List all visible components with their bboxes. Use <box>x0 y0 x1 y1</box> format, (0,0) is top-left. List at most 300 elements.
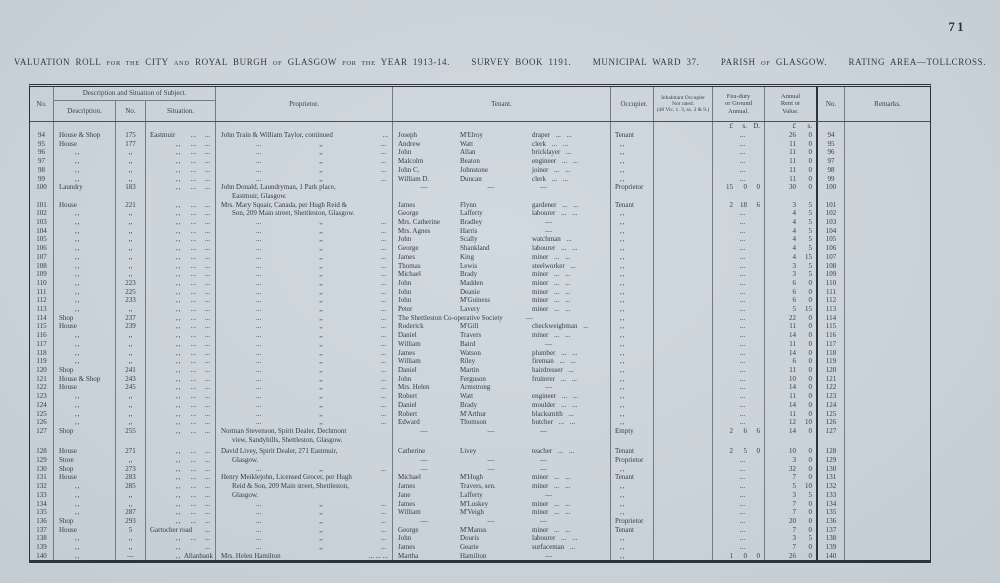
situation-text: Eastmuir <box>150 131 176 139</box>
cell-feu-duty <box>713 473 765 482</box>
ditto-mark: ,, <box>176 365 182 374</box>
tenant-surname: — <box>487 516 495 525</box>
cell-annual-rent <box>765 201 818 210</box>
cell-occupier <box>611 296 654 305</box>
cell-subject-no <box>116 340 146 349</box>
leader-dots: ... <box>739 374 746 383</box>
ditto-mark: ,, <box>75 174 81 183</box>
cell-entry-no: 95 <box>30 140 54 149</box>
cell-situation <box>146 175 216 184</box>
cell-proprietor <box>216 201 393 210</box>
ditto-mark: ,, <box>620 482 626 491</box>
cell-entry-no-right: 135 <box>818 508 845 517</box>
cell-subject-no: 177 <box>116 140 146 149</box>
leader-dots: ... <box>380 400 386 409</box>
rent-pounds: 7 <box>792 543 796 552</box>
cell-description <box>54 270 116 279</box>
ditto-mark: ,, <box>176 357 182 366</box>
cell-subject-no: — <box>116 552 146 560</box>
cell-entry-no: 103 <box>30 218 54 227</box>
cell-inhabitant <box>654 235 713 244</box>
tenant-occupation: hairdresser ... <box>532 365 574 374</box>
cell-entry-no: 134 <box>30 500 54 509</box>
ditto-mark: ,, <box>176 418 182 427</box>
cell-situation <box>146 157 216 166</box>
tenant-first-name: William <box>398 508 421 517</box>
cell-situation <box>146 500 216 509</box>
tenant-first-name: Mrs. Catherine <box>398 218 440 227</box>
ditto-mark: ,, <box>620 464 626 473</box>
cell-inhabitant <box>654 296 713 305</box>
tenant-first-name: George <box>398 209 419 218</box>
ditto-mark: ,, <box>620 534 626 543</box>
cell-entry-no: 106 <box>30 244 54 253</box>
tenant-surname: Hamilton <box>460 551 487 560</box>
title-segment: SURVEY BOOK 1191. <box>471 57 572 67</box>
cell-inhabitant <box>654 244 713 253</box>
cell-annual-rent <box>765 543 818 552</box>
cell-feu-duty <box>713 201 765 210</box>
cell-feu-duty <box>713 401 765 410</box>
cell-annual-rent <box>765 166 818 175</box>
leader-dots: ... <box>739 209 746 218</box>
cell-inhabitant <box>654 218 713 227</box>
cell-occupier <box>611 305 654 314</box>
tenant-name: The Shettleston Co-operative Society <box>398 313 503 322</box>
cell-feu-duty <box>713 482 765 491</box>
cell-annual-rent <box>765 253 818 262</box>
rent-shillings: 5 <box>808 261 812 270</box>
table-row <box>30 349 930 358</box>
cell-remarks <box>845 262 930 271</box>
situation-extra: Allanbank <box>183 551 213 560</box>
table-row <box>30 270 930 279</box>
tenant-surname: Ferguson <box>460 374 486 383</box>
ditto-mark: ,, <box>176 490 182 499</box>
cell-subject-no: 223 <box>116 279 146 288</box>
cell-proprietor <box>216 270 393 279</box>
header-annual-rent: Annual Rent or Value. <box>765 87 818 121</box>
leader-dots: ... ... <box>190 339 210 348</box>
table-row <box>30 209 930 218</box>
table-row <box>30 357 930 366</box>
leader-dots: ... <box>739 322 746 331</box>
rent-shillings: 0 <box>808 551 812 560</box>
cell-proprietor <box>216 526 393 535</box>
cell-inhabitant <box>654 491 713 500</box>
cell-inhabitant <box>654 427 713 444</box>
rent-pounds: 3 <box>792 490 796 499</box>
cell-entry-no-right: 133 <box>818 491 845 500</box>
cell-entry-no-right: 120 <box>818 366 845 375</box>
ditto-mark: ,, <box>620 218 626 227</box>
tenant-first-name: Roderick <box>398 322 424 331</box>
cell-subject-no <box>116 500 146 509</box>
rent-shillings: 0 <box>808 473 812 482</box>
cell-situation <box>146 482 216 491</box>
ditto-mark: ,, <box>319 322 323 331</box>
leader-dots: ... <box>739 261 746 270</box>
tenant-occupation: gardener ... ... <box>532 200 579 209</box>
ditto-mark: ,, <box>176 409 182 418</box>
cell-subject-no: 255 <box>116 427 146 444</box>
ditto-mark: ,, <box>319 365 323 374</box>
tenant-occupation: — <box>545 226 552 235</box>
ditto-mark: ,, <box>620 392 626 401</box>
ditto-mark: ,, <box>620 374 626 383</box>
cell-inhabitant <box>654 279 713 288</box>
cell-proprietor <box>216 227 393 236</box>
ditto-mark: ,, <box>319 270 323 279</box>
rent-pounds: 4 <box>792 244 796 253</box>
cell-subject-no <box>116 392 146 401</box>
tenant-occupation: — <box>545 490 552 499</box>
ditto-mark: ,, <box>128 218 133 227</box>
ditto-mark: ,, <box>176 516 182 525</box>
leader-dots: ... ... <box>190 365 210 374</box>
cell-subject-no <box>116 331 146 340</box>
tenant-occupation: draper ... ... <box>532 131 572 139</box>
leader-dots: ... <box>380 534 386 543</box>
cell-inhabitant <box>654 201 713 210</box>
cell-subject-no: 271 <box>116 444 146 456</box>
tenant-first-name: — <box>420 516 428 525</box>
ditto-mark: ,, <box>620 305 626 314</box>
rent-pounds: 10 <box>789 447 796 456</box>
tenant-first-name: Joseph <box>398 131 418 139</box>
cell-tenant <box>393 534 611 543</box>
ditto-mark: ,, <box>319 157 323 166</box>
feu-pounds: 2 <box>729 447 733 456</box>
cell-entry-no-right: 104 <box>818 227 845 236</box>
cell-annual-rent <box>765 279 818 288</box>
cell-entry-no-right: 99 <box>818 175 845 184</box>
ditto-mark: ,, <box>620 400 626 409</box>
table-header <box>30 87 930 122</box>
title-segment: FOR THE <box>106 60 140 67</box>
cell-description: Shop <box>54 366 116 375</box>
cell-annual-rent <box>765 148 818 157</box>
leader-dots: ... <box>380 235 386 244</box>
cell-annual-rent <box>765 456 818 465</box>
cell-inhabitant <box>654 444 713 456</box>
tenant-first-name: James <box>398 252 416 261</box>
cell-entry-no-right: 101 <box>818 201 845 210</box>
cell-tenant <box>393 166 611 175</box>
cell-proprietor <box>216 183 393 200</box>
tenant-surname: Watt <box>460 139 474 148</box>
cell-situation <box>146 375 216 384</box>
cell-subject-no: 241 <box>116 366 146 375</box>
cell-description <box>54 508 116 517</box>
table-row <box>30 340 930 349</box>
ditto-mark: ,, <box>128 348 133 357</box>
tenant-first-name: James <box>398 348 416 357</box>
cell-rent-currency <box>765 122 818 131</box>
leader-dots: ... <box>380 313 386 322</box>
leader-dots: ... <box>739 482 746 491</box>
rent-shillings: 10 <box>805 418 812 427</box>
cell-occupier <box>611 148 654 157</box>
rent-shillings: 5 <box>808 226 812 235</box>
title-segment: MUNICIPAL WARD 37. <box>592 57 700 67</box>
leader-dots: ... <box>256 508 262 517</box>
leader-dots: ... ... <box>190 490 210 499</box>
cell-feu-duty <box>713 218 765 227</box>
cell-entry-no: 121 <box>30 375 54 384</box>
title-segment: FOR THE <box>342 60 376 67</box>
tenant-occupation: — <box>540 426 547 435</box>
leader-dots: ... ... <box>190 456 210 465</box>
cell-annual-rent <box>765 157 818 166</box>
cell-entry-no: 107 <box>30 253 54 262</box>
cell-remarks <box>845 122 930 131</box>
cell-entry-no-right: 111 <box>818 288 845 297</box>
title-segment: OF <box>761 60 771 67</box>
feu-shillings: 0 <box>743 183 747 192</box>
tenant-surname: M'Manus <box>460 525 487 534</box>
cell-situation <box>146 465 216 474</box>
ditto-mark: ,, <box>176 551 182 560</box>
tenant-surname: Riley <box>460 357 476 366</box>
leader-dots: ... <box>380 157 386 166</box>
header-no-right: No. <box>818 87 845 121</box>
cell-tenant <box>393 279 611 288</box>
ditto-mark: ,, <box>128 244 133 253</box>
tenant-occupation: engineer ... ... <box>532 392 579 401</box>
cell-subject-no: 245 <box>116 383 146 392</box>
table-row <box>30 279 930 288</box>
ditto-mark: ,, <box>620 365 626 374</box>
tenant-first-name: Andrew <box>398 139 421 148</box>
tenant-first-name: John <box>398 235 412 244</box>
cell-inhabitant <box>654 456 713 465</box>
cell-situation <box>146 534 216 543</box>
cell-remarks <box>845 314 930 323</box>
cell-feu-duty <box>713 131 765 140</box>
cell-inhabitant <box>654 183 713 200</box>
ditto-mark: ,, <box>128 418 133 427</box>
cell-feu-duty <box>713 340 765 349</box>
cell-annual-rent <box>765 508 818 517</box>
leader-dots: ... <box>256 348 262 357</box>
cell-annual-rent <box>765 244 818 253</box>
rent-shillings: 0 <box>808 183 812 192</box>
leader-dots: ... <box>380 357 386 366</box>
cell-description: Laundry <box>54 183 116 200</box>
cell-entry-no-right: 98 <box>818 166 845 175</box>
leader-dots: ... ... <box>190 252 210 261</box>
cell-inhabitant <box>654 175 713 184</box>
table-row <box>30 175 930 184</box>
tenant-first-name: William <box>398 357 421 366</box>
cell-feu-duty <box>713 270 765 279</box>
title-segment: CITY <box>145 57 169 67</box>
cell-entry-no-right: 122 <box>818 383 845 392</box>
ditto-mark: ,, <box>620 418 626 427</box>
pound-sign: £ <box>792 122 796 130</box>
tenant-surname: M'Arthur <box>460 409 487 418</box>
cell-proprietor <box>216 314 393 323</box>
tenant-surname: M'Hugh <box>460 473 484 482</box>
cell-inhabitant <box>654 473 713 482</box>
tenant-surname: Johnstone <box>460 165 488 174</box>
cell-subject-no <box>116 235 146 244</box>
cell-entry-no: 117 <box>30 340 54 349</box>
cell-tenant <box>393 392 611 401</box>
title-segment: VALUATION ROLL <box>13 57 102 67</box>
cell-situation <box>146 401 216 410</box>
tenant-first-name: Catherine <box>398 447 426 456</box>
feu-pounds: 2 <box>729 200 733 209</box>
rent-pounds: 32 <box>789 464 796 473</box>
cell-proprietor <box>216 148 393 157</box>
leader-dots: ... ... <box>190 516 210 525</box>
cell-situation <box>146 209 216 218</box>
proprietor-text: Glasgow. <box>232 490 259 499</box>
ditto-mark: ,, <box>176 543 182 552</box>
cell-annual-rent <box>765 235 818 244</box>
cell-inhabitant <box>654 349 713 358</box>
header-remarks: Remarks. <box>874 100 901 108</box>
cell-description <box>54 227 116 236</box>
ditto-mark: ,, <box>176 305 182 314</box>
rent-pounds: 26 <box>789 131 796 139</box>
ditto-mark: ,, <box>75 305 81 314</box>
ditto-mark: ,, <box>128 409 133 418</box>
cell-tenant <box>393 183 611 200</box>
cell-inhabitant <box>654 482 713 491</box>
leader-dots: ... <box>739 348 746 357</box>
cell-feu-duty <box>713 166 765 175</box>
cell-entry-no-right: 114 <box>818 314 845 323</box>
leader-dots: ... <box>380 278 386 287</box>
cell-no-right <box>818 122 845 131</box>
leader-dots: ... <box>256 157 262 166</box>
leader-dots: ... <box>256 148 262 157</box>
cell-feu-duty <box>713 410 765 419</box>
tenant-occupation: engineer ... ... <box>532 157 579 166</box>
rent-shillings: 0 <box>808 464 812 473</box>
leader-dots: ... ... <box>190 400 210 409</box>
ditto-mark: ,, <box>128 226 133 235</box>
cell-remarks <box>845 175 930 184</box>
proprietor-text: Son, 209 Main street, Shettleston, Glasgow. <box>232 209 355 218</box>
tenant-occupation: clerk ... ... <box>532 139 568 148</box>
ditto-mark: ,, <box>620 235 626 244</box>
leader-dots: ... <box>204 543 210 552</box>
cell-annual-rent <box>765 427 818 444</box>
cell-proprietor <box>216 508 393 517</box>
tenant-occupation: miner ... ... <box>532 278 571 287</box>
cell-entry-no: 118 <box>30 349 54 358</box>
rent-shillings: 15 <box>805 305 812 314</box>
leader-dots: ... ... <box>190 322 210 331</box>
tenant-occupation: labourer ... ... <box>532 209 578 218</box>
cell-annual-rent <box>765 349 818 358</box>
feu-shillings: 0 <box>743 551 747 560</box>
cell-feu-duty <box>713 262 765 271</box>
cell-description <box>54 296 116 305</box>
ditto-mark: ,, <box>176 400 182 409</box>
rent-pounds: 7 <box>792 525 796 534</box>
cell-remarks <box>845 140 930 149</box>
cell-annual-rent <box>765 552 818 560</box>
cell-inhabitant <box>654 392 713 401</box>
tenant-first-name: — <box>420 426 428 435</box>
cell-entry-no-right: 109 <box>818 270 845 279</box>
leader-dots: ... <box>380 287 386 296</box>
tenant-occupation: — <box>525 313 533 322</box>
document-title <box>0 57 1000 67</box>
cell-subject-no <box>116 148 146 157</box>
cell-subject-no <box>116 357 146 366</box>
cell-proprietor <box>216 444 393 456</box>
tenant-surname: Watt <box>460 392 474 401</box>
cell-entry-no: 105 <box>30 235 54 244</box>
cell-remarks <box>845 508 930 517</box>
cell-inhabitant <box>654 357 713 366</box>
cell-subject-no: 233 <box>116 296 146 305</box>
cell-entry-no-right: 100 <box>818 183 845 200</box>
cell-situation <box>146 456 216 465</box>
ditto-mark: ,, <box>128 174 133 183</box>
cell-situation <box>146 148 216 157</box>
cell-occupier <box>611 357 654 366</box>
cell-feu-duty <box>713 543 765 552</box>
cell-description <box>54 244 116 253</box>
cell-occupier <box>611 331 654 340</box>
tenant-first-name: Thomas <box>398 261 421 270</box>
cell-tenant <box>393 427 611 444</box>
cell-feu-duty <box>713 209 765 218</box>
table-row <box>30 140 930 149</box>
cell-annual-rent <box>765 465 818 474</box>
rent-pounds: 20 <box>789 516 796 525</box>
cell-occupier <box>611 122 654 131</box>
valuation-table <box>29 84 931 563</box>
leader-dots: ... <box>256 313 262 322</box>
rent-shillings: 5 <box>808 244 812 253</box>
table-row <box>30 235 930 244</box>
tenant-occupation: miner ... ... <box>532 473 571 482</box>
cell-feu-duty <box>713 148 765 157</box>
cell-description <box>54 262 116 271</box>
cell-tenant <box>393 410 611 419</box>
cell-entry-no-right: 107 <box>818 253 845 262</box>
cell-occupier <box>611 262 654 271</box>
cell-situation <box>146 552 216 560</box>
cell-situation <box>146 166 216 175</box>
rent-shillings: 0 <box>808 157 812 166</box>
rent-shillings: 0 <box>808 447 812 456</box>
tenant-first-name: Daniel <box>398 331 417 340</box>
cell-inhabitant <box>654 227 713 236</box>
ditto-mark: ,, <box>176 244 182 253</box>
cell-proprietor <box>216 552 393 560</box>
ditto-mark: ,, <box>620 357 626 366</box>
cell-remarks <box>845 305 930 314</box>
feu-pounds: 1 <box>729 551 733 560</box>
cell-entry-no: 128 <box>30 444 54 456</box>
cell-description: House <box>54 322 116 331</box>
ditto-mark: ,, <box>620 339 626 348</box>
cell-entry-no-right: 116 <box>818 331 845 340</box>
cell-remarks <box>845 357 930 366</box>
ditto-mark: ,, <box>75 409 81 418</box>
cell-feu-currency <box>713 122 765 131</box>
leader-dots: ... <box>739 543 746 552</box>
